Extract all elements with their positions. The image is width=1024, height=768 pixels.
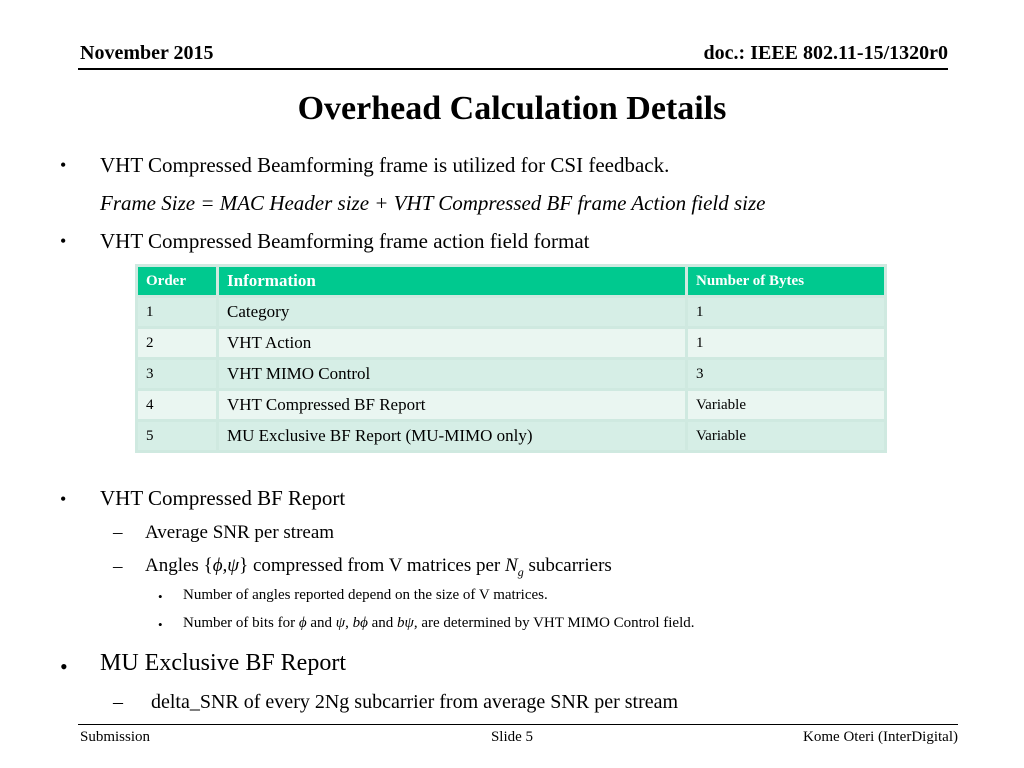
sub-angles: Angles {ϕ,ψ} compressed from V matrices per $N_g$ subcarriers [145,555,612,579]
cell-order: 1 [138,298,216,326]
col-header-information: Information [219,267,685,295]
bullet-marker: • [60,155,67,175]
bullet-marker: • [60,654,68,679]
sub-average-snr: Average SNR per stream [145,522,335,543]
header-divider [78,68,948,70]
bullet-marker: • [158,589,163,604]
action-field-table [135,264,887,453]
dash-marker: – [113,691,123,713]
cell-bytes: Variable [688,422,884,450]
table-row [138,391,884,419]
footer-slide-number: Slide 5 [490,729,534,745]
sub-delta-snr: delta_SNR of every 2Ng subcarrier from average SNR per stream [151,691,679,713]
bullet-marker: • [60,489,67,509]
bullet-mu-exclusive: MU Exclusive BF Report [100,650,346,676]
table-row [138,422,884,450]
table-row [138,298,884,326]
dash-marker: – [113,522,123,543]
bullet-action-field-format: VHT Compressed Beamforming frame action field format [100,229,590,253]
cell-information: VHT Action [219,329,685,357]
bullet-marker: • [60,231,67,251]
slide-title: Overhead Calculation Details [297,90,727,127]
cell-bytes: 1 [688,329,884,357]
cell-bytes: 1 [688,298,884,326]
cell-order: 3 [138,360,216,388]
footer-author: Kome Oteri (InterDigital) [803,729,958,745]
cell-bytes: 3 [688,360,884,388]
cell-information: Category [219,298,685,326]
cell-information: VHT MIMO Control [219,360,685,388]
header-date: November 2015 [80,42,214,64]
table-row [138,329,884,357]
cell-order: 5 [138,422,216,450]
cell-order: 2 [138,329,216,357]
footer-submission: Submission [80,729,151,745]
sub-angles-count: Number of angles reported depend on the size of V matrices. [183,587,548,603]
header-doc-id: doc.: IEEE 802.11-15/1320r0 [703,42,948,64]
cell-order: 4 [138,391,216,419]
cell-information: VHT Compressed BF Report [219,391,685,419]
cell-information: MU Exclusive BF Report (MU-MIMO only) [219,422,685,450]
footer-divider [78,724,958,725]
col-header-bytes: Number of Bytes [688,267,884,295]
table-row [138,360,884,388]
table-header-row [138,267,884,295]
bullet-csi-feedback: VHT Compressed Beamforming frame is utilized for CSI feedback. [100,153,670,177]
bullet-compressed-bf-report: VHT Compressed BF Report [100,486,346,510]
bullet-marker: • [158,617,163,632]
col-header-order: Order [138,267,216,295]
frame-size-formula: Frame Size = MAC Header size + VHT Compressed BF frame Action field size [100,191,766,215]
sub-bits-determined: Number of bits for ϕ and ψ, bϕ and bψ, are determined by VHT MIMO Control field. [183,615,695,631]
cell-bytes: Variable [688,391,884,419]
dash-marker: – [113,556,123,577]
